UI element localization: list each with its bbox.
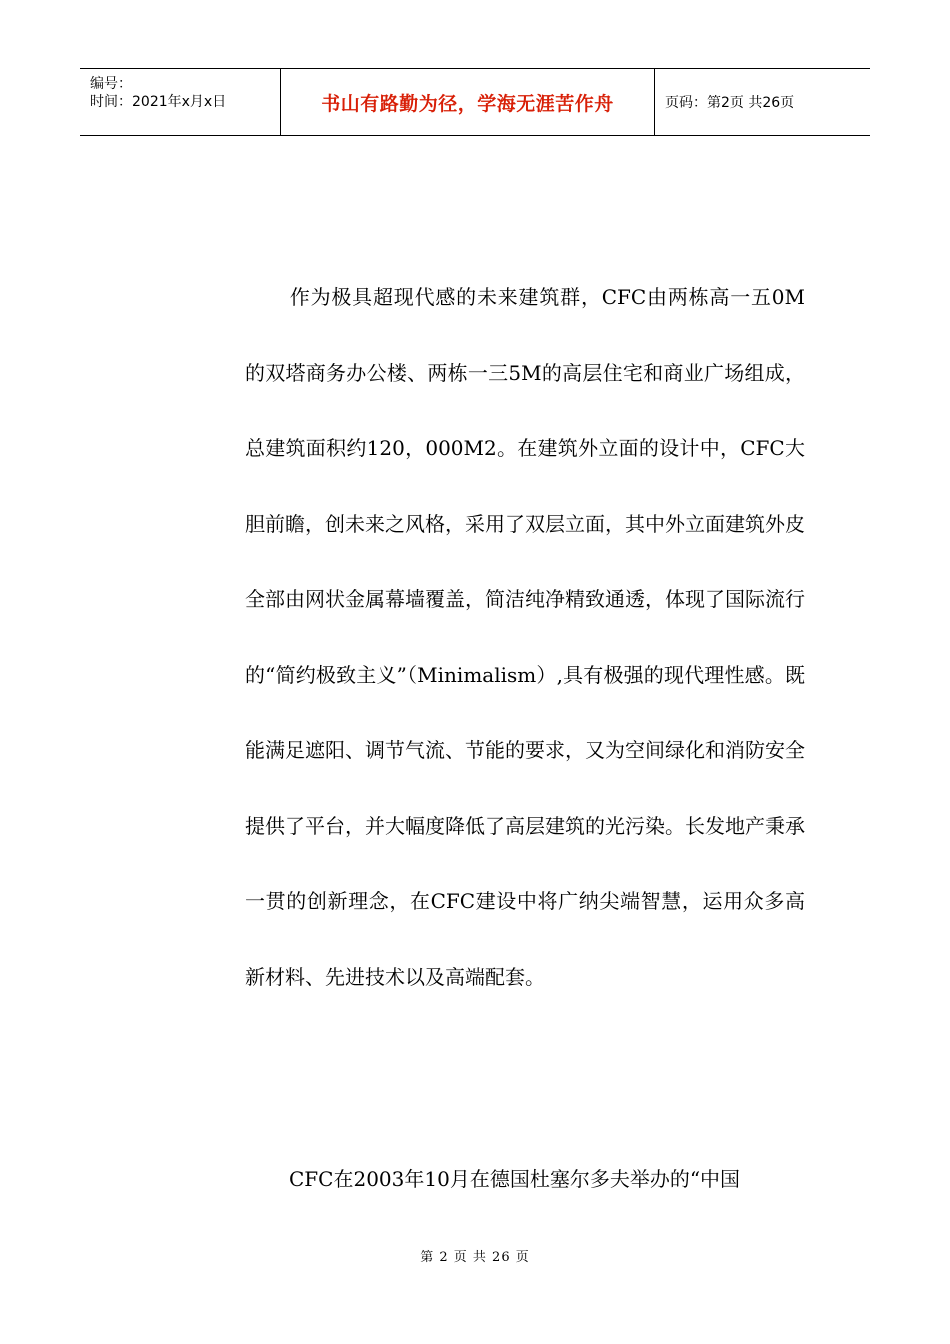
header-meta-cell xyxy=(80,69,281,135)
header-motto: 书山有路勤为径，学海无涯苦作舟 xyxy=(321,92,614,115)
body-content xyxy=(245,260,805,1015)
header-page-code: 页码：第2页 共26页 xyxy=(665,95,795,111)
document-number-label: 编号： xyxy=(90,76,132,92)
body-paragraph-1-text: 作为极具超现代感的未来建筑群，CFC由两栋高一五0M的双塔商务办公楼、两栋一三5M的高层住宅和商业广场组成，总建筑面积约120，000M2。在建筑外立面的设计中，CFC大胆前瞻，创未来之风格，采用了双层立面，其中外立面建筑外皮全部由网状金属幕墙覆盖，简洁纯净精致通透，体现了国际流行的“简约极致主义”（Minimalism）,具有极强的现代理性感。既能满足遮阳、调节气流、节能的要求，又为空间绿化和消防安全提供了平台，并大幅度降低了高层建筑的光污染。长发地产秉承一贯的创新理念，在CFC建设中将广纳尖端智慧，运用众多高新材料、先进技术以及高端配套。 xyxy=(245,285,805,989)
body-paragraph-2-text: CFC在2003年10月在德国杜塞尔多夫举办的“中国 xyxy=(289,1167,741,1191)
header-page-cell xyxy=(655,69,870,135)
body-paragraph-2 xyxy=(245,1142,805,1218)
document-time-label: 时间：2021年x月x日 xyxy=(90,94,227,110)
body-paragraph-1 xyxy=(245,260,805,1015)
document-header xyxy=(80,68,870,136)
header-motto-cell xyxy=(281,69,655,135)
page-footer: 第 2 页 共 26 页 xyxy=(420,1250,530,1265)
